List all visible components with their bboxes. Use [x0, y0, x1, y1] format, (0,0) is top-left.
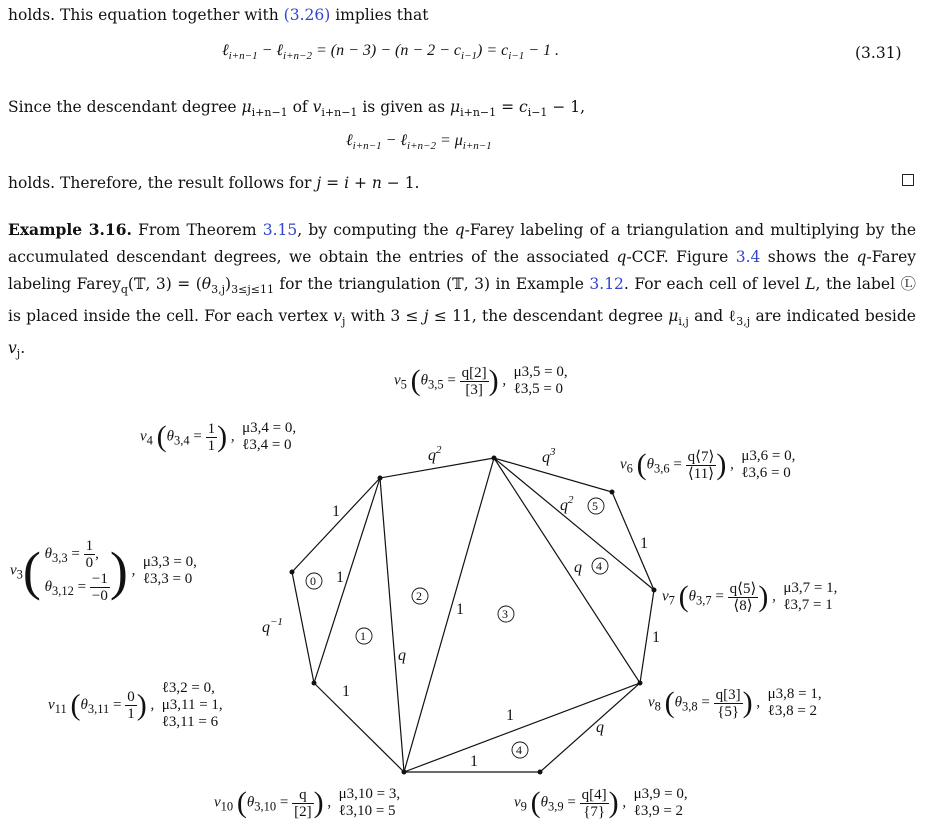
vertex-label-v8: $v_8$ ($\theta_{3,8}$ = $\frac{q[3]}{\{5\}}$ ) , μ3,8 = 1, ℓ3,8 = 2	[648, 686, 822, 720]
paragraph-holds: holds. Therefore, the result follows for j = i + n − 1.	[8, 174, 420, 192]
cell-label-3	[498, 606, 514, 622]
vertex-dot	[290, 570, 295, 575]
svg-text:4: 4	[516, 743, 522, 757]
vertex-label-v9: $v_9$ ($\theta_{3,9}$ = $\frac{q[4]}{\{7\}}$ ) , μ3,9 = 0, ℓ3,9 = 2	[514, 786, 688, 820]
vertex-label-v6: $v_6$ ($\theta_{3,6}$ = $\frac{q⟨7⟩}{⟨11⟩}$ ) , μ3,6 = 0, ℓ3,6 = 0	[620, 448, 796, 482]
diagonal	[314, 478, 380, 683]
svg-text:5: 5	[592, 499, 598, 513]
vertex-dot	[638, 681, 643, 686]
vertex-dot	[378, 476, 383, 481]
cell-label-5	[588, 498, 604, 514]
vertex-dot	[492, 456, 497, 461]
paragraph-descendant: Since the descendant degree $\mu_{i+n-1}$ of $v_{i+n-1}$ is given as $\mu_{i+n-1} = c_{i-1} - 1$,	[8, 98, 586, 120]
edge-label: $q^2$	[560, 494, 574, 514]
edge-label: q	[574, 559, 582, 576]
edge-label: 1	[470, 753, 478, 770]
example-heading: Example 3.16.	[8, 220, 132, 239]
svg-text:4: 4	[596, 559, 602, 573]
edge-label: $q^3$	[542, 446, 556, 466]
edge-label: q	[596, 719, 604, 736]
vertex-label-v5: $v_5$ ($\theta_{3,5}$ = $\frac{q[2]}{[3]}$ ) , μ3,5 = 0, ℓ3,5 = 0	[394, 364, 568, 398]
example-ref-link[interactable]: 3.12	[589, 275, 624, 293]
edge-label: 1	[342, 683, 350, 700]
edge-label: $q^{-1}$	[262, 616, 283, 636]
text: holds. This equation together with	[8, 6, 284, 24]
example-paragraph: Example 3.16. From Theorem 3.15, by computing the q-Farey labeling of a triangulation and multiplying by the accumulated descendant degrees, we obtain the entries of the associated q-CCF. Figure 3.4 shows the q-Farey labeling Farey$_q$(𝕋, $3) = (\theta_{3,j})_{3\le j\le 11}$ for the triangulation (𝕋, 3) in Example 3.12. For each cell of level L, the label Ⓛ is placed inside the cell. For each vertex $v_j$ with 3 ≤ j ≤ 11, the descendant degree $\mu_{i,j}$ and ℓ$_{3,j}$ are indicated beside $v_j$.	[8, 220, 917, 361]
edge-label: q	[398, 647, 406, 664]
vertex-label-v4: $v_4$ ($\theta_{3,4}$ = $\frac{1}{1}$ ) , μ3,4 = 0, ℓ3,4 = 0	[140, 420, 297, 454]
vertex-label-v7: $v_7$ ($\theta_{3,7}$ = $\frac{q⟨5⟩}{⟨8⟩}$ ) , μ3,7 = 1, ℓ3,7 = 1	[662, 580, 838, 614]
cell-label-0	[306, 573, 322, 589]
svg-text:3: 3	[502, 607, 508, 621]
vertex-dot	[652, 588, 657, 593]
vertex-dot	[312, 681, 317, 686]
vertex-label-v10: $v_{10}$ ($\theta_{3,10}$ = $\frac{q}{[2]}$ ) , μ3,10 = 3, ℓ3,10 = 5	[214, 786, 401, 820]
vertex-dot	[538, 770, 543, 775]
diagonal	[380, 478, 404, 772]
cell-label-1	[356, 628, 372, 644]
svg-text:1: 1	[360, 629, 366, 643]
cell-label-2	[412, 588, 428, 604]
equation-ref-link[interactable]: (3.26)	[283, 6, 331, 24]
edge-label: 1	[332, 503, 340, 520]
vertex-dot	[610, 490, 615, 495]
equation-number: (3.31)	[855, 44, 902, 62]
figure-ref-link[interactable]: 3.4	[735, 248, 761, 266]
svg-text:2: 2	[416, 589, 422, 603]
diagonal	[404, 458, 494, 772]
edge-label: $q^2$	[428, 444, 442, 464]
vertex-label-v3: $v_3$( $\theta_{3,3}$ = $\frac{1}{0}$ , $\theta_{3,12}$ = $\frac{-1}{-0}$ ) , μ3,3 = 0, ℓ3,3 = 0	[10, 538, 197, 604]
edge-label: 1	[640, 535, 648, 552]
cell-label-4a	[592, 558, 608, 574]
theorem-ref-link[interactable]: 3.15	[262, 221, 298, 239]
edge-label: 1	[456, 601, 464, 618]
vertex-label-v11: $v_{11}$ ($\theta_{3,11}$ = $\frac{0}{1}$ ) , ℓ3,2 = 0, μ3,11 = 1, ℓ3,11 = 6	[48, 680, 223, 730]
equation-3-31: ℓ$_{i+n-1}$ − ℓ$_{i+n-2}$ = $(n - 3) - (n - 2 - c_{i-1}) = c_{i-1} - 1$ .	[222, 42, 560, 63]
svg-text:0: 0	[310, 574, 316, 588]
text: implies that	[330, 6, 429, 24]
edge-label: 1	[336, 569, 344, 586]
edge-label: 1	[506, 707, 514, 724]
equation-ell-mu: ℓ$_{i+n-1}$ − ℓ$_{i+n-2}$ = $\mu_{i+n-1}$	[346, 132, 492, 153]
diagonal	[404, 683, 640, 772]
edge-label: 1	[652, 629, 660, 646]
diagonal	[494, 458, 640, 683]
vertex-dot	[402, 770, 407, 775]
cell-label-4b	[512, 742, 528, 758]
